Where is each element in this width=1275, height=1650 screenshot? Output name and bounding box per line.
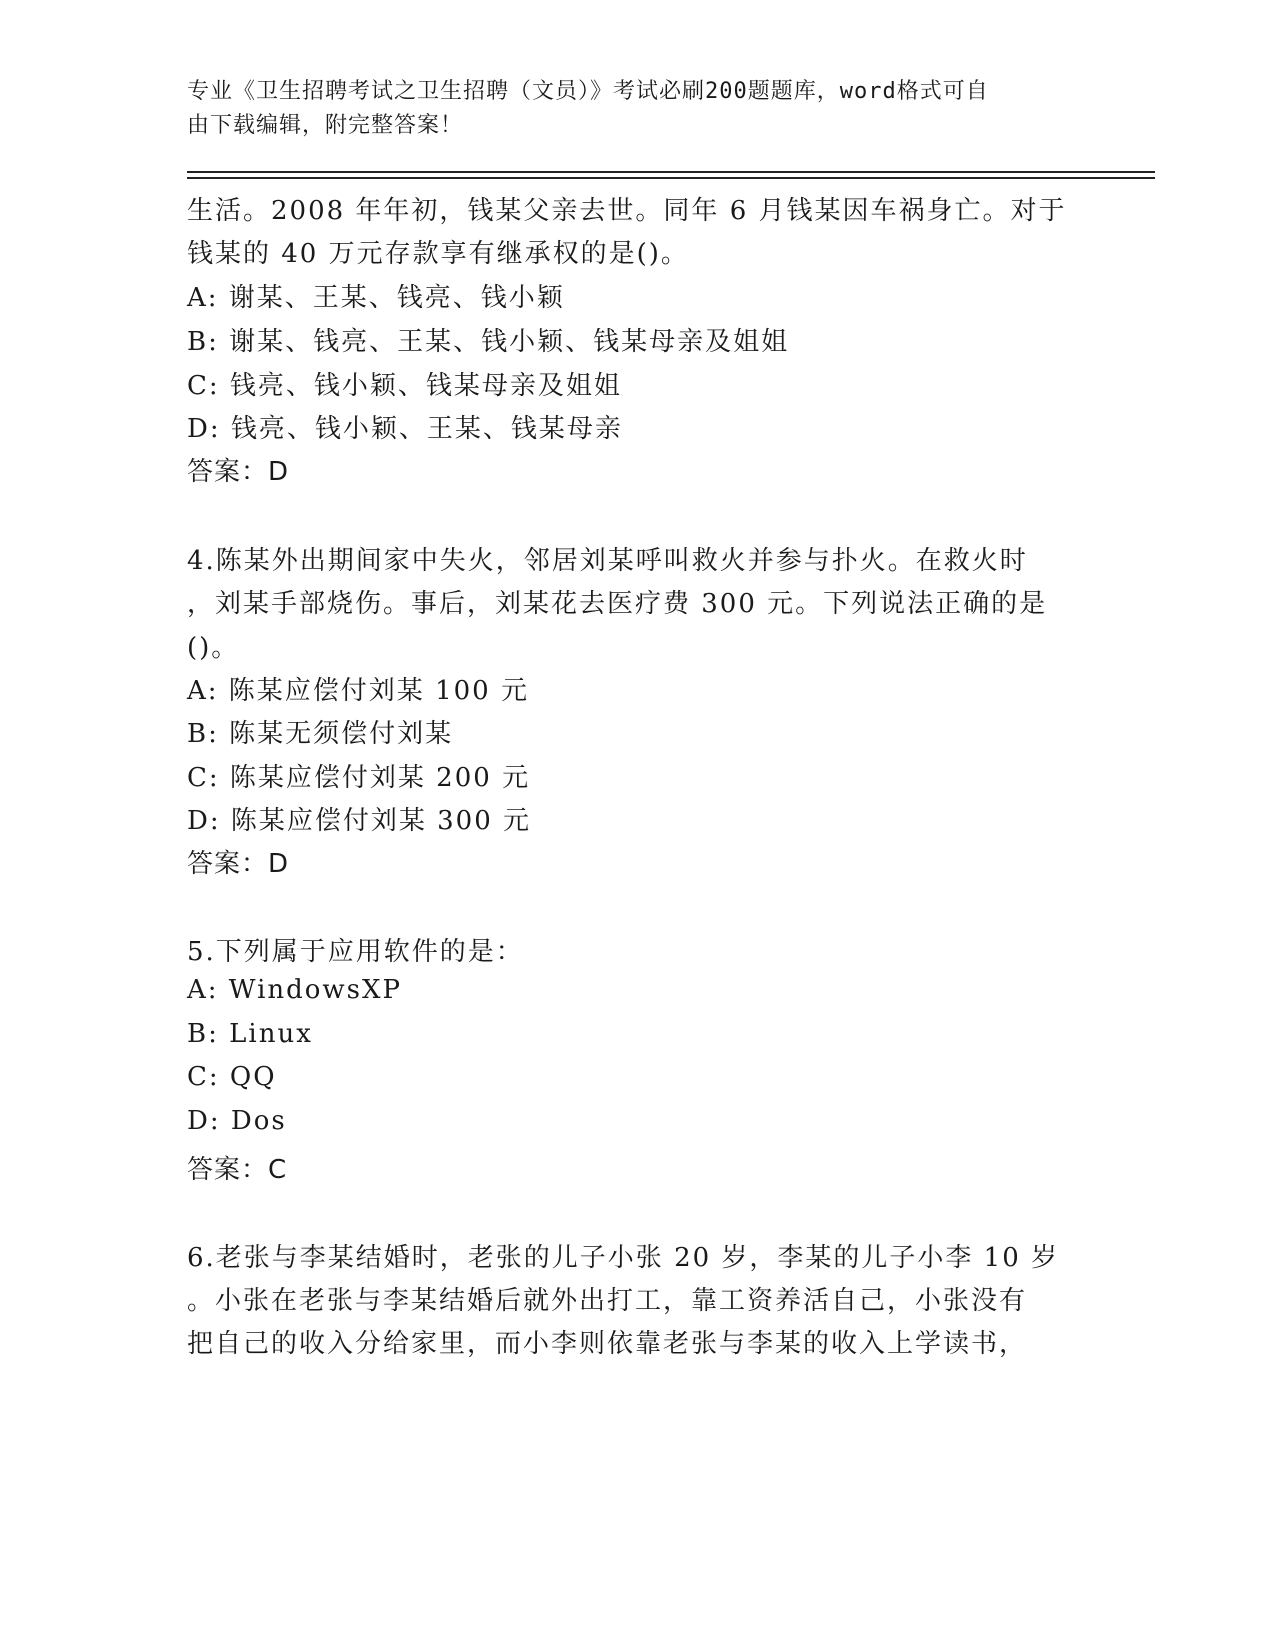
question-text-line: 。小张在老张与李某结婚后就外出打工，靠工资养活自己，小张没有: [187, 1286, 1028, 1316]
option-d: D: Dos: [187, 1106, 287, 1136]
option-c: C: 陈某应偿付刘某 200 元: [187, 763, 531, 793]
question-text-line: 钱某的 40 万元存款享有继承权的是()。: [187, 239, 689, 269]
question-text-line: 5.下列属于应用软件的是：: [187, 937, 524, 967]
question-text-line: ()。: [187, 633, 240, 663]
header-line-1: 专业《卫生招聘考试之卫生招聘（文员）》考试必刷200题题库，word格式可自: [187, 79, 989, 104]
option-c: C: QQ: [187, 1062, 277, 1092]
option-b: B: 谢某、钱亮、王某、钱小颖、钱某母亲及姐姐: [187, 327, 790, 357]
question-text-line: 6.老张与李某结婚时，老张的儿子小张 20 岁，李某的儿子小李 10 岁: [187, 1243, 1060, 1273]
question-text-line: 4.陈某外出期间家中失火，邻居刘某呼叫救火并参与扑火。在救火时: [187, 546, 1028, 576]
header-rule-bottom: [187, 177, 1155, 179]
answer: 答案：D: [187, 457, 290, 487]
answer: 答案：C: [187, 1155, 288, 1185]
option-b: B: 陈某无须偿付刘某: [187, 719, 454, 749]
question-text-line: 把自己的收入分给家里，而小李则依靠老张与李某的收入上学读书，: [187, 1329, 1028, 1359]
option-d: D: 陈某应偿付刘某 300 元: [187, 806, 532, 836]
header-line-2: 由下载编辑，附完整答案！: [187, 113, 464, 138]
question-text-line: 生活。2008 年年初，钱某父亲去世。同年 6 月钱某因车祸身亡。对于: [187, 196, 1067, 226]
question-text-line: ，刘某手部烧伤。事后，刘某花去医疗费 300 元。下列说法正确的是: [187, 589, 1048, 619]
option-b: B: Linux: [187, 1019, 313, 1049]
header-rule-top: [187, 171, 1155, 173]
option-a: A: 谢某、王某、钱亮、钱小颖: [187, 283, 565, 313]
option-a: A: 陈某应偿付刘某 100 元: [187, 676, 529, 706]
answer: 答案：D: [187, 849, 290, 879]
option-a: A: WindowsXP: [187, 975, 403, 1005]
option-d: D: 钱亮、钱小颖、王某、钱某母亲: [187, 414, 623, 444]
option-c: C: 钱亮、钱小颖、钱某母亲及姐姐: [187, 371, 622, 401]
